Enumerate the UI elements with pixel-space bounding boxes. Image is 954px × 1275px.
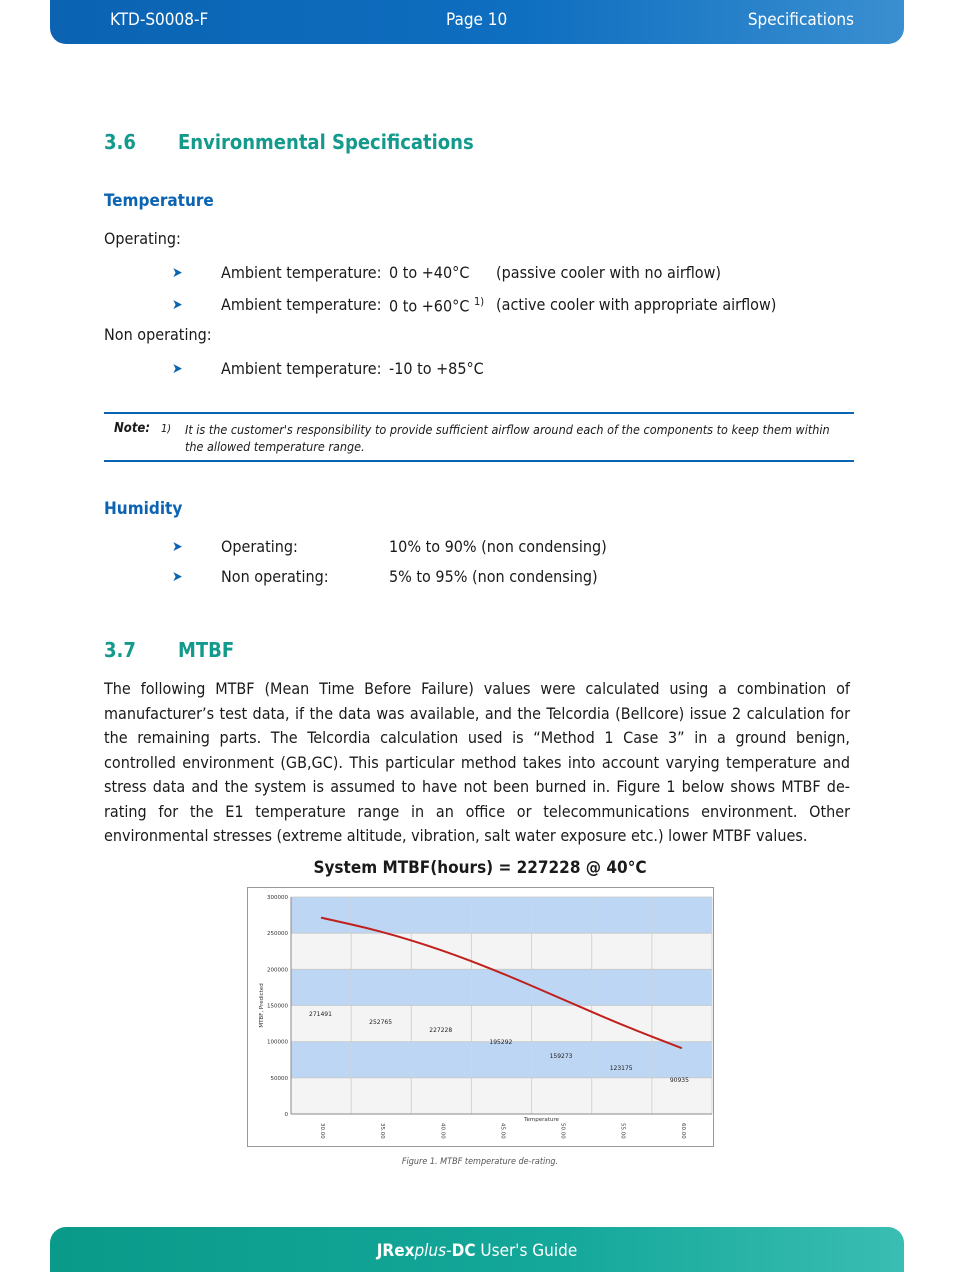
- spec-label: Ambient temperature:: [221, 359, 382, 378]
- y-tick-label: 100000: [267, 1039, 288, 1046]
- bullet-arrow-icon: ➤: [172, 569, 183, 585]
- header-section: Specifications: [747, 10, 854, 30]
- spec-note: (active cooler with appropriate airflow): [496, 295, 777, 314]
- spec-range: -10 to +85°C: [389, 359, 484, 378]
- x-axis-label: Temperature: [524, 1117, 559, 1123]
- page-footer: [50, 1227, 904, 1272]
- y-tick-label: 250000: [267, 931, 288, 938]
- spec-note: (passive cooler with no airflow): [496, 263, 721, 282]
- figure-caption: Figure 1. MTBF temperature de-rating.: [401, 1157, 559, 1167]
- mtbf-paragraph: The following MTBF (Mean Time Before Failure) values were calculated using a combination of manufacturer’s test data, if the data was available, and the Telcordia (Bellcore) issue 2 calculation for the remaining parts. The Telcordia calculation used is “Method 1 Case 3” in a ground benign, controlled environment (GB,GC). This particular method takes into account varying temperature and stress data and the system is assumed to have not been burned in. Figure 1 below shows MTBF de-rating for the E1 temperature range in an office or telecommunications environment. Other environmental stresses (extreme altitude, vibration, salt water exposure etc.) lower MTBF values.: [104, 679, 850, 845]
- x-tick-label: 40.00: [439, 1123, 446, 1139]
- bullet-arrow-icon: ➤: [172, 539, 183, 555]
- spec-range: 0 to +40°C: [389, 263, 470, 282]
- note-text: It is the customer's responsibility to provide sufficient airflow around each of the components to keep them within the allowed temperature range.: [185, 422, 830, 454]
- footer-brand-sep: -: [446, 1241, 452, 1261]
- section-heading-3-6: [104, 130, 474, 154]
- note-number: 1): [161, 422, 172, 435]
- doc-id: KTD-S0008-F: [110, 10, 209, 30]
- bullet-arrow-icon: ➤: [172, 265, 183, 281]
- chart-band: [291, 933, 712, 969]
- x-tick-label: 45.00: [499, 1123, 506, 1139]
- footnote-ref: 1): [473, 295, 485, 308]
- spec-value: 10% to 90% (non condensing): [389, 537, 607, 556]
- y-tick-label: 200000: [267, 967, 288, 974]
- page-header: [50, 0, 904, 44]
- data-label: 159273: [549, 1053, 573, 1060]
- data-label: 195292: [489, 1039, 513, 1046]
- note-label: Note:: [114, 421, 151, 436]
- y-tick-label: 300000: [267, 895, 288, 901]
- mtbf-chart: [247, 887, 714, 1147]
- footer-guide: User's Guide: [475, 1241, 578, 1261]
- x-tick-label: 35.00: [379, 1123, 386, 1139]
- section-number: 3.6: [104, 130, 136, 154]
- spec-label: Ambient temperature:: [221, 263, 382, 282]
- data-label: 227228: [429, 1027, 453, 1034]
- spec-label: Ambient temperature:: [221, 295, 382, 314]
- chart-svg: [248, 888, 713, 1146]
- temperature-heading: Temperature: [104, 191, 214, 211]
- note-box: [104, 412, 854, 462]
- footer-brand: JRex: [376, 1241, 415, 1261]
- x-tick-label: 30.00: [319, 1123, 325, 1139]
- spec-label: Operating:: [221, 537, 298, 556]
- section-title: MTBF: [178, 638, 235, 662]
- data-label: 123175: [609, 1065, 633, 1072]
- chart-band: [291, 1078, 712, 1114]
- footer-brand-suffix: DC: [451, 1241, 476, 1261]
- spec-value: 5% to 95% (non condensing): [389, 567, 598, 586]
- y-tick-label: 0: [284, 1112, 288, 1118]
- data-label: 252765: [369, 1019, 393, 1026]
- data-label: 90935: [669, 1077, 689, 1084]
- spec-range: 0 to +60°C $^{1)}$: [389, 295, 485, 316]
- chart-band: [291, 969, 712, 1005]
- chart-band: [291, 1042, 712, 1078]
- chart-title: System MTBF(hours) = 227228 @ 40°C: [313, 858, 647, 878]
- y-tick-label: 50000: [270, 1075, 288, 1082]
- footer-brand-italic: plus: [414, 1241, 447, 1261]
- section-heading-3-7: [104, 638, 234, 662]
- page-number: Page 10: [446, 10, 508, 30]
- non-operating-label: Non operating:: [104, 325, 212, 344]
- x-tick-label: 60.00: [679, 1123, 686, 1139]
- data-label: 271491: [309, 1011, 332, 1018]
- humidity-heading: Humidity: [104, 499, 183, 519]
- section-title: Environmental Specifications: [178, 130, 474, 154]
- operating-label: Operating:: [104, 229, 181, 248]
- x-tick-label: 50.00: [559, 1123, 566, 1139]
- bullet-arrow-icon: ➤: [172, 361, 183, 377]
- x-tick-label: 55.00: [619, 1123, 626, 1139]
- y-tick-label: 150000: [267, 1003, 288, 1010]
- chart-band: [291, 897, 712, 933]
- spec-label: Non operating:: [221, 567, 329, 586]
- section-number: 3.7: [104, 638, 136, 662]
- bullet-arrow-icon: ➤: [172, 297, 183, 313]
- y-axis-label: MTBF, Predicted: [259, 983, 265, 1028]
